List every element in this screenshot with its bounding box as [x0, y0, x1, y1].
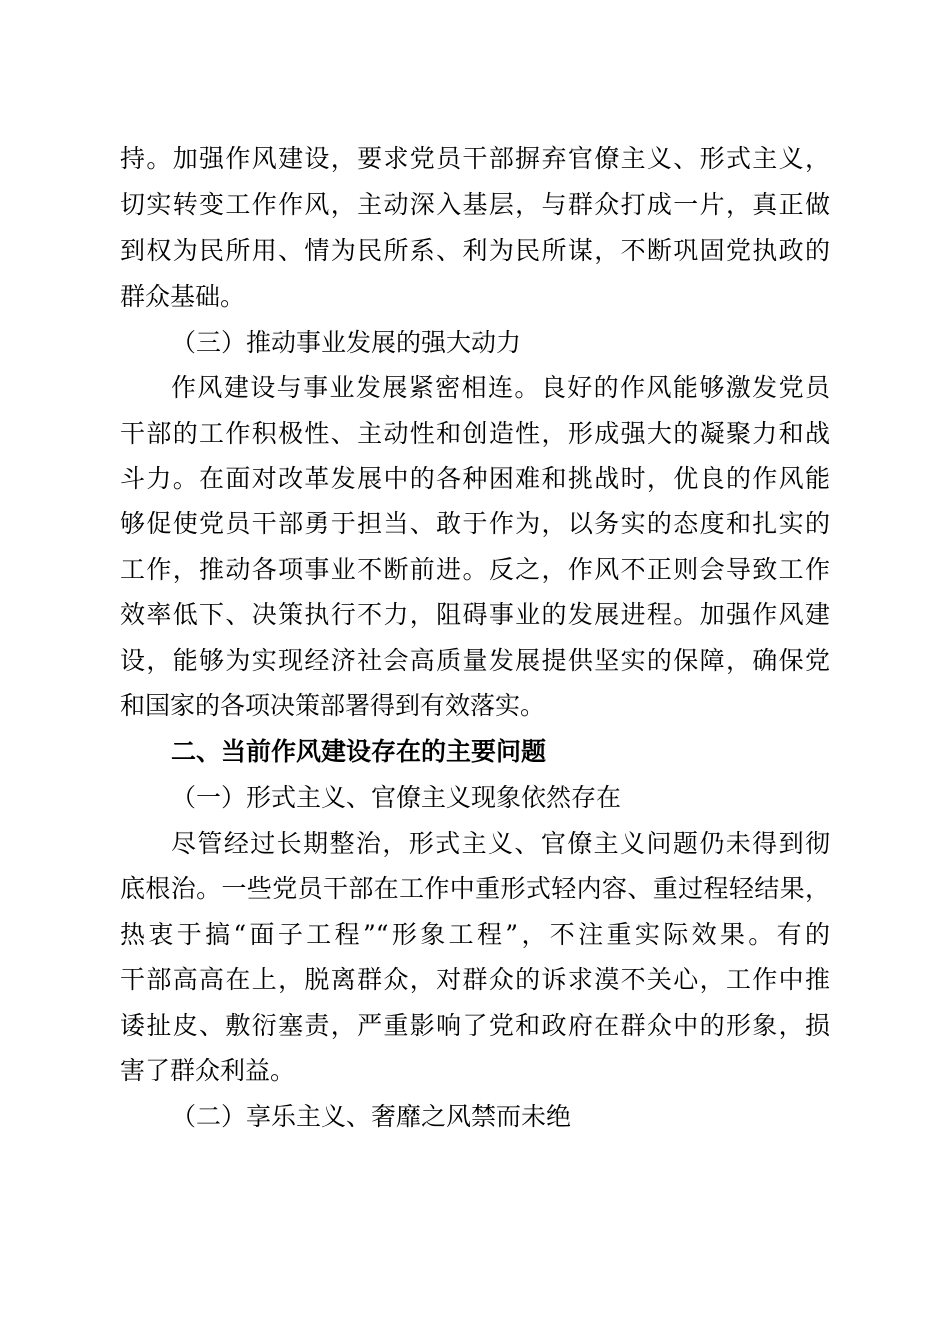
- paragraph-2-line-5: 工作，推动各项事业不断前进。反之，作风不正则会导致工作: [120, 555, 830, 584]
- paragraph-1-line-1: 持。加强作风建设，要求党员干部摒弃官僚主义、形式主义，: [120, 144, 830, 173]
- paragraph-2-line-3: 斗力。在面对改革发展中的各种困难和挑战时，优良的作风能: [120, 464, 830, 493]
- chapter-heading-2: 二、当前作风建设存在的主要问题: [171, 737, 547, 766]
- paragraph-3-line-3: 热衷于搞“面子工程”“形象工程”，不注重实际效果。有的: [120, 920, 830, 949]
- paragraph-3-line-5: 诿扯皮、敷衍塞责，严重影响了党和政府在群众中的形象，损: [120, 1011, 830, 1040]
- paragraph-2-line-6: 效率低下、决策执行不力，阻碍事业的发展进程。加强作风建: [120, 600, 830, 629]
- section-heading-2-1: （一）形式主义、官僚主义现象依然存在: [171, 783, 622, 812]
- paragraph-2-line-2: 干部的工作积极性、主动性和创造性，形成强大的凝聚力和战: [120, 419, 830, 448]
- paragraph-3-line-2: 底根治。一些党员干部在工作中重形式轻内容、重过程轻结果，: [120, 874, 830, 903]
- paragraph-1-line-2: 切实转变工作作风，主动深入基层，与群众打成一片，真正做: [120, 190, 830, 219]
- paragraph-1-line-4: 群众基础。: [120, 282, 246, 311]
- paragraph-2-line-4: 够促使党员干部勇于担当、敢于作为，以务实的态度和扎实的: [120, 509, 830, 538]
- paragraph-3-line-6: 害了群众利益。: [120, 1056, 296, 1085]
- paragraph-2-line-8: 和国家的各项决策部署得到有效落实。: [120, 691, 546, 720]
- paragraph-2-line-1: 作风建设与事业发展紧密相连。良好的作风能够激发党员: [171, 373, 830, 402]
- paragraph-3-line-1: 尽管经过长期整治，形式主义、官僚主义问题仍未得到彻: [171, 829, 830, 858]
- section-heading-2-2: （二）享乐主义、奢靡之风禁而未绝: [171, 1102, 572, 1131]
- paragraph-1-line-3: 到权为民所用、情为民所系、利为民所谋，不断巩固党执政的: [120, 236, 830, 265]
- section-heading-3: （三）推动事业发展的强大动力: [171, 328, 522, 357]
- paragraph-3-line-4: 干部高高在上，脱离群众，对群众的诉求漠不关心，工作中推: [120, 965, 830, 994]
- paragraph-2-line-7: 设，能够为实现经济社会高质量发展提供坚实的保障，确保党: [120, 646, 830, 675]
